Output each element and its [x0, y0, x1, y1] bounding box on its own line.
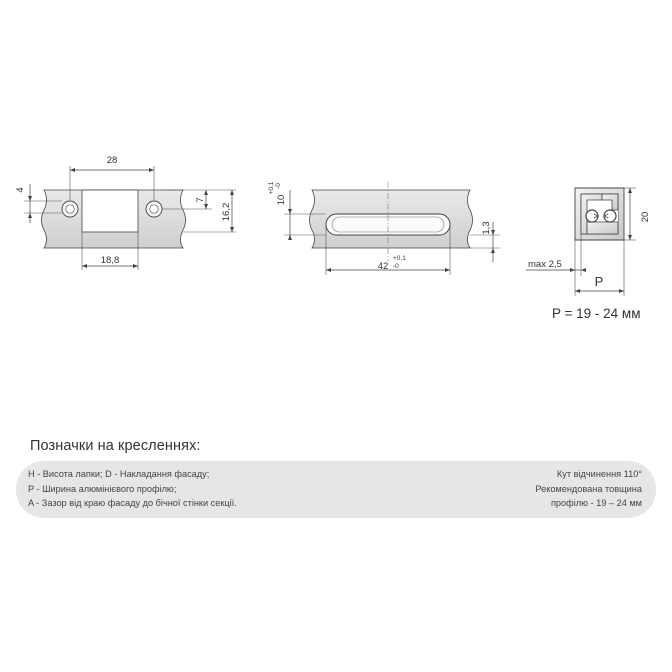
dim-10-label: 10: [276, 194, 287, 206]
dim-10-tol-lower: -0: [275, 183, 282, 189]
dim-16-2-label: 16,2: [221, 202, 232, 222]
legend-title: Позначки на кресленнях:: [30, 438, 201, 454]
dim-max-label: max 2,5: [528, 259, 562, 270]
legend-opening-angle: Кут відчинення 110°: [556, 469, 642, 479]
dim-20-label: 20: [640, 211, 651, 223]
left-hole-icon: [62, 201, 78, 217]
dim-p-label: P: [594, 274, 604, 289]
legend-left-column: [28, 467, 237, 511]
legend-line-h-d: H - Висота лапки; D - Накладання фасаду;: [28, 469, 210, 479]
drawing-3-profile-section: [526, 188, 651, 296]
dim-42-label: 42: [377, 261, 389, 272]
legend-right-column: [535, 467, 642, 511]
dim-7-label: 7: [195, 197, 206, 203]
legend-line-a: A - Зазор від краю фасаду до бічної стінки секції.: [28, 498, 237, 508]
plate-cutout: [82, 190, 138, 232]
legend-profile-range: профілю - 19 – 24 мм: [550, 498, 642, 508]
dim-18-8-label: 18,8: [100, 255, 120, 266]
drawing-1-mounting-plate: [15, 155, 236, 270]
legend-line-p: P - Ширина алюмінієвого профілю;: [28, 483, 177, 494]
legend-box: [16, 461, 656, 518]
dim-4-label: 4: [15, 187, 26, 193]
dim-1-3-label: 1,3: [481, 221, 492, 235]
dim-28-label: 28: [106, 155, 118, 166]
profile-width-formula: P = 19 - 24 мм: [552, 306, 641, 321]
drawing-2-slotted-profile: [268, 181, 500, 275]
right-hole-icon: [146, 201, 162, 217]
dim-10-tol-upper: +0,1: [268, 181, 275, 195]
dim-42-tol-upper: +0,1: [393, 255, 406, 262]
legend-recommended-thickness: Рекомендована товщина: [535, 483, 642, 494]
dim-42-tol-lower: -0: [393, 263, 399, 270]
